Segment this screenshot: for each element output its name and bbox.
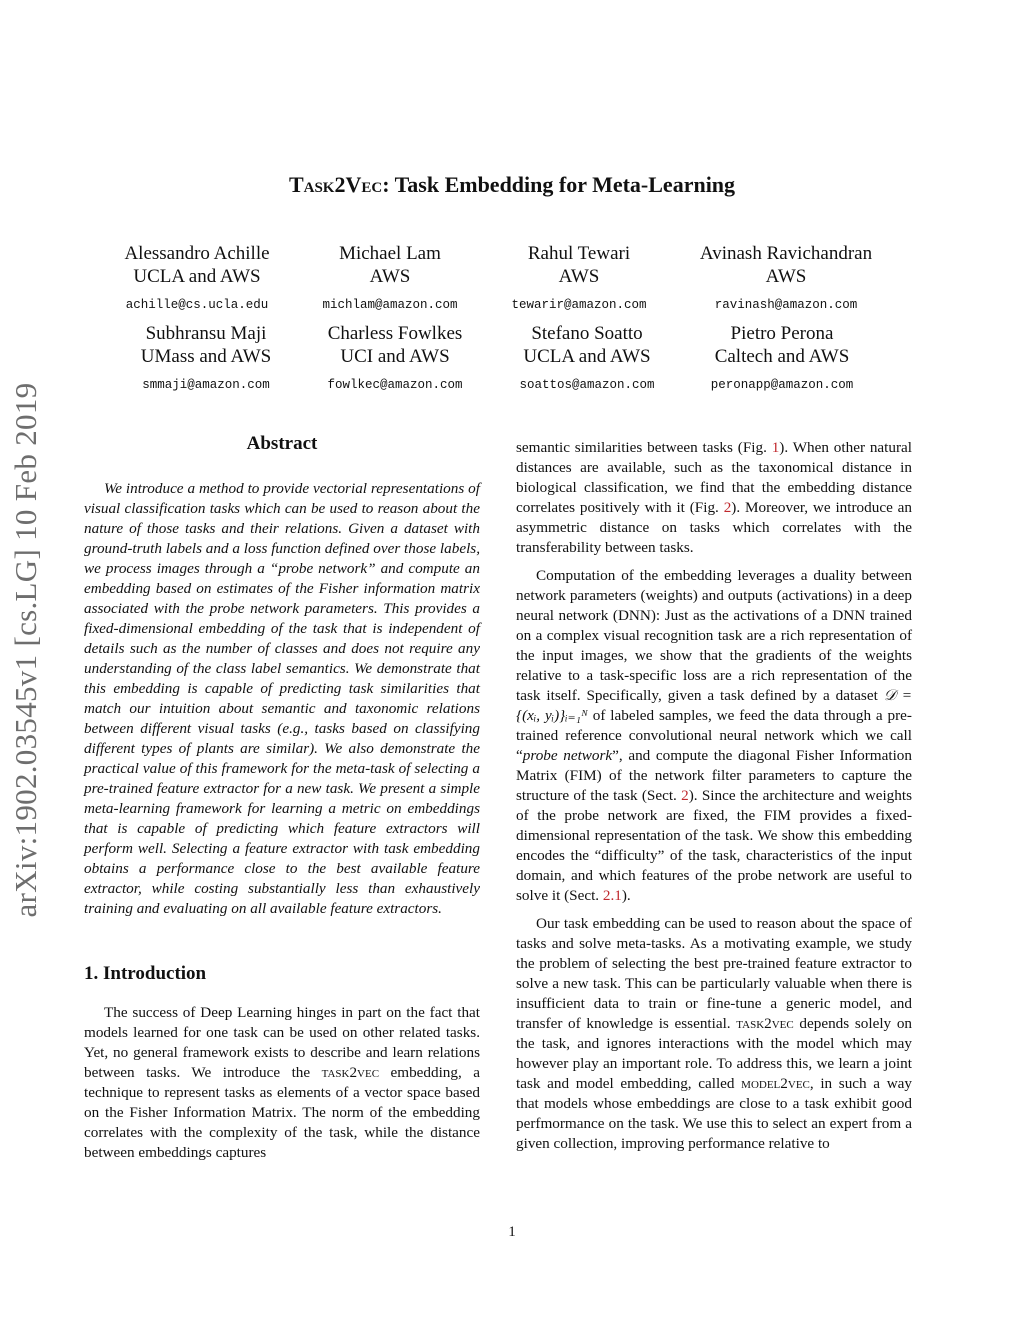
text-run: depends solely on the task, and ignores interactions with the model which may however play an important role. To address this, we learn a joint task and model embedding, called bbox=[516, 1015, 913, 1092]
text-run: embedding, a technique to represent tasks as elements of a vector space based on the Fisher Information Matrix. The norm of the embedding correlates with the complexity of the task, while the distance between embeddings captures bbox=[84, 1064, 481, 1161]
author-name: Alessandro Achille bbox=[124, 243, 270, 264]
paper-title bbox=[0, 172, 1024, 198]
title-method-name: Task2Vec bbox=[288, 172, 383, 197]
text-run: ). bbox=[621, 887, 631, 904]
intro-paragraph bbox=[516, 914, 912, 1154]
section-link[interactable]: 2 bbox=[681, 787, 689, 804]
author-block bbox=[686, 242, 886, 312]
text-run: The success of Deep Learning hinges in part on the fact that models learned for one task can be used on other related tasks. Yet, no general framework exists to describe and learn relations between tasks. We introduce the bbox=[84, 1004, 480, 1081]
method-name: task2vec bbox=[736, 1015, 794, 1032]
author-name: Pietro Perona bbox=[730, 323, 834, 344]
author-affiliation: UCLA and AWS bbox=[133, 266, 261, 287]
author-name: Michael Lam bbox=[339, 243, 441, 264]
text-run: ). Moreover, we introduce an asymmetric distance on tasks which correlates with the transferability between tasks. bbox=[516, 499, 912, 556]
text-run: Computation of the embedding leverages a duality between network parameters (weights) and outputs (activations) in a deep neural network (DNN): Just as the activations of a DNN trained on a complex visual recognition task are a rich representation of the input images, we show that the gradients of the weights relative to a task-specific loss are a rich representation of the task itself. Specifically, given a task defined by a dataset bbox=[516, 567, 912, 704]
author-affiliation: UMass and AWS bbox=[140, 346, 272, 367]
author-email[interactable]: soattos@amazon.com bbox=[519, 378, 655, 392]
author-email[interactable]: peronapp@amazon.com bbox=[710, 378, 854, 392]
figure-link[interactable]: 2 bbox=[723, 499, 732, 516]
intro-paragraph bbox=[516, 566, 912, 906]
text-run: Our task embedding can be used to reason about the space of tasks and solve meta-tasks. As a motivating example, we study the problem of selecting the best pre-trained feature extractor to solve a new task. This can be particularly valuable when there is insufficient data to train or fine-tune a generic model, and transfer of knowledge is essential. bbox=[516, 915, 912, 1032]
text-run: ). When other natural distances are available, such as the taxonomical distance in biological classification, we find that the embedding distance correlates positively with it (Fig. bbox=[516, 439, 912, 516]
author-affiliation: UCI and AWS bbox=[340, 346, 450, 367]
abstract-text: We introduce a method to provide vectorial representations of visual classification tasks which can be used to reason about the nature of those tasks and their relations. Given a dataset with ground-truth labels and a loss function defined over those labels, we process images through a “probe network” and compute an embedding based on estimates of the Fisher information matrix associated with the probe network parameters. This provides a fixed-dimensional embedding of the task that is independent of details such as the number of classes and does not require any understanding of the class label semantics. We demonstrate that this embedding is capable of predicting task similarities that match our intuition about semantic and taxonomic relations between different visual tasks (e.g., tasks based on classifying different types of plants are similar). We also demonstrate the practical value of this framework for the meta-task of selecting a pre-trained feature extractor for a new task. We present a simple meta-learning framework for learning a metric on embeddings that is capable of predicting which feature extractors will perform well. Selecting a feature extractor with task embedding obtains a performance close to the best available feature extractor, while costing substantially less than exhaustively training and evaluating on all available feature extractors. bbox=[84, 480, 480, 917]
intro-paragraph bbox=[84, 1003, 480, 1163]
author-block bbox=[682, 322, 882, 392]
author-affiliation: AWS bbox=[765, 266, 807, 287]
author-block bbox=[479, 242, 679, 312]
author-email[interactable]: fowlkec@amazon.com bbox=[327, 378, 463, 392]
dataset-formula: 𝒟 = {(xᵢ, yᵢ)}ᵢ₌₁ᴺ bbox=[516, 687, 912, 724]
text-run: , in such a way that models whose embeddings are close to a task exhibit good perfmormance on the task. We use this to select an expert from a given collection, improving performance relative to bbox=[516, 1075, 912, 1152]
author-block bbox=[106, 322, 306, 392]
title-rest: : Task Embedding for Meta-Learning bbox=[382, 172, 736, 197]
author-affiliation: Caltech and AWS bbox=[714, 346, 850, 367]
author-affiliation: AWS bbox=[558, 266, 600, 287]
author-email[interactable]: smmaji@amazon.com bbox=[142, 378, 270, 392]
right-column bbox=[516, 438, 912, 1162]
author-block bbox=[97, 242, 297, 312]
intro-paragraph bbox=[516, 438, 912, 558]
author-email[interactable]: tewarir@amazon.com bbox=[511, 298, 647, 312]
text-run: ”, and compute the diagonal Fisher Information Matrix (FIM) of the network filter parameters to capture the structure of the task (Sect. bbox=[516, 747, 912, 804]
page-number: 1 bbox=[508, 1224, 516, 1240]
author-email[interactable]: michlam@amazon.com bbox=[322, 298, 458, 312]
abstract-heading: Abstract bbox=[246, 433, 318, 454]
author-block bbox=[295, 322, 495, 392]
author-name: Charless Fowlkes bbox=[327, 323, 463, 344]
figure-link[interactable]: 1 bbox=[771, 439, 780, 456]
author-name: Avinash Ravichandran bbox=[699, 243, 873, 264]
text-run: semantic similarities between tasks (Fig. bbox=[516, 439, 772, 456]
author-affiliation: UCLA and AWS bbox=[523, 346, 651, 367]
author-block bbox=[290, 242, 490, 312]
section-link[interactable]: 2.1 bbox=[602, 887, 622, 904]
author-name: Rahul Tewari bbox=[527, 243, 631, 264]
method-name: task2vec bbox=[321, 1064, 380, 1081]
author-name: Stefano Soatto bbox=[531, 323, 643, 344]
author-affiliation: AWS bbox=[369, 266, 411, 287]
author-email[interactable]: ravinash@amazon.com bbox=[714, 298, 858, 312]
emphasis: probe network bbox=[522, 747, 613, 764]
text-run: ). Since the architecture and weights of the probe network are fixed, the FIM provides a fixed-dimensional representation of the task. We show this embedding encodes the “difficulty” of the task, characteristics of the input domain, and which features of the probe network are useful to solve it (Sect. bbox=[516, 787, 912, 904]
author-email[interactable]: achille@cs.ucla.edu bbox=[125, 298, 269, 312]
author-block bbox=[487, 322, 687, 392]
text-run: of labeled samples, we feed the data through a pre-trained reference convolutional neural network which we call “ bbox=[516, 707, 912, 764]
arxiv-identifier: arXiv:1902.03545v1 [cs.LG] 10 Feb 2019 bbox=[8, 382, 43, 918]
left-column bbox=[84, 433, 480, 1171]
section-heading: 1. Introduction bbox=[84, 963, 207, 984]
method-name: model2vec bbox=[741, 1075, 810, 1092]
author-name: Subhransu Maji bbox=[145, 323, 267, 344]
